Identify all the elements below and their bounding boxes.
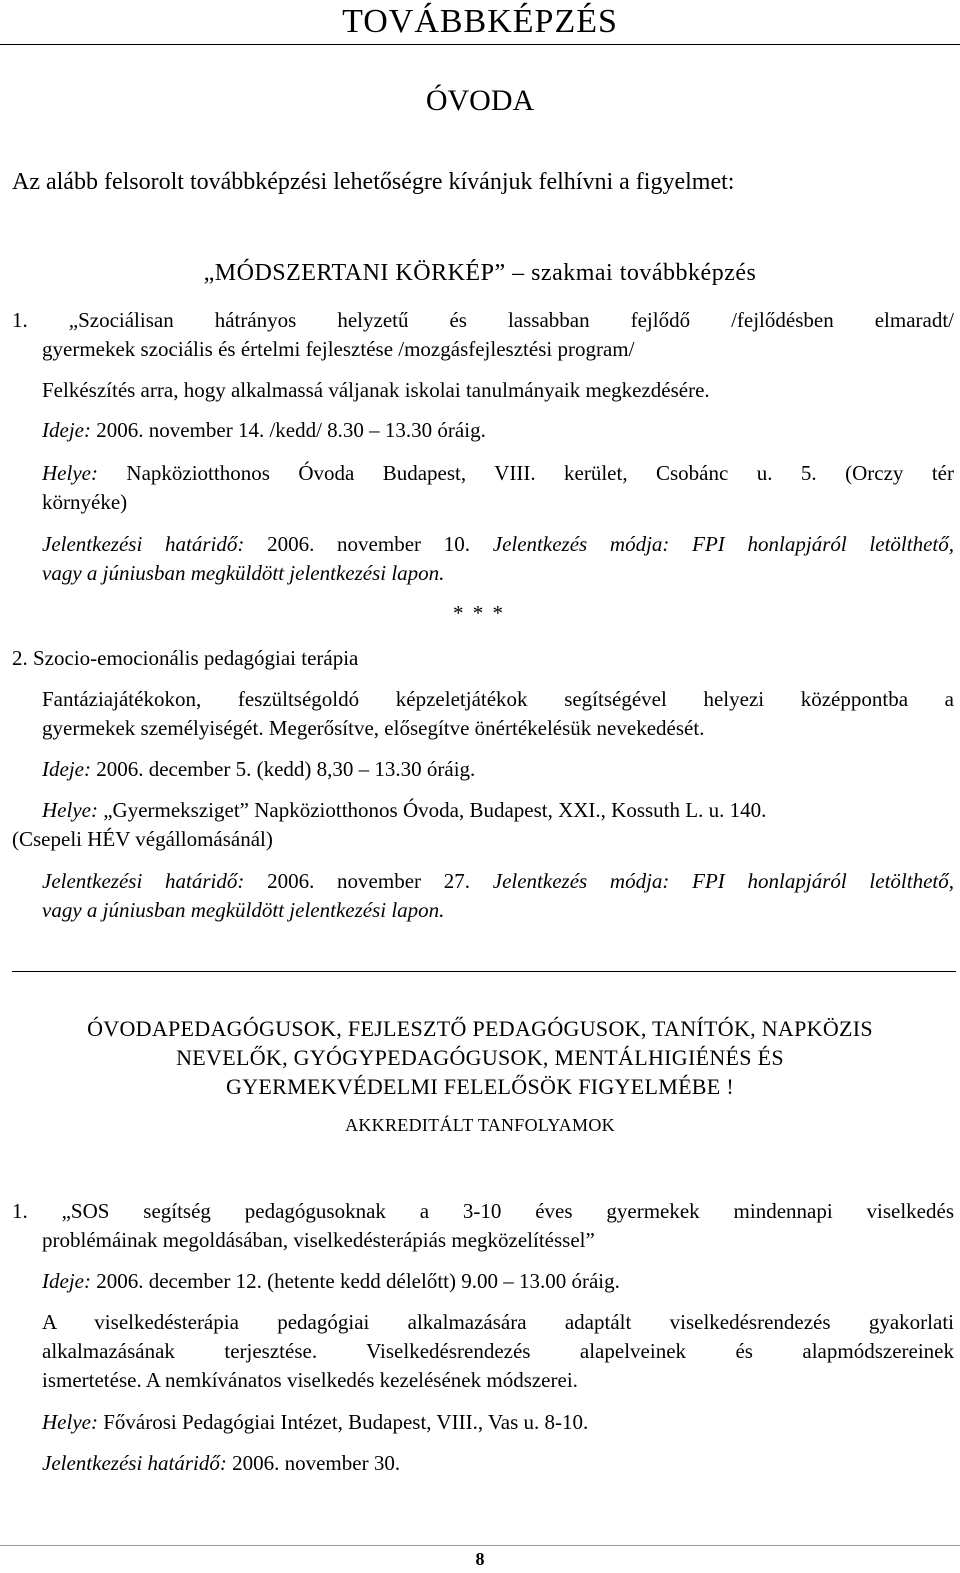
course1-deadline [42,1450,400,1476]
page-title: TOVÁBBKÉPZÉS [342,3,618,40]
item2-date [42,756,475,782]
item1-title-line2: gyermekek szociális és értelmi fejlesztése /mozgásfejlesztési program/ [42,337,635,361]
deadline-value: 2006. november 27. [244,869,471,893]
item1-description: Felkészítés arra, hogy alkalmassá váljanak iskolai tanulmányaik megkezdésére. [42,378,710,402]
item1-place-line2: környéke) [42,490,128,514]
audience-heading-line1: ÓVODAPEDAGÓGUSOK, FEJLESZTŐ PEDAGÓGUSOK, TANÍTÓK, NAPKÖZIS [87,1016,873,1041]
program-heading: „MÓDSZERTANI KÖRKÉP” – szakmai továbbképzés [203,260,757,286]
course1-place [42,1409,588,1435]
footer-rule [0,1545,960,1546]
item1-place-line1 [42,460,954,486]
place-value: Fővárosi Pedagógiai Intézet, Budapest, VIII., Vas u. 8-10. [97,1410,589,1434]
item2-title: 2. Szocio-emocionális pedagógiai terápia [12,646,359,670]
place-value: Napköziotthonos Óvoda Budapest, VIII. kerület, Csobánc u. 5. (Orczy tér [97,461,954,485]
separator-asterisks: * * * [453,601,505,625]
item2-deadline-line [42,868,954,894]
accredited-heading: AKKREDITÁLT TANFOLYAMOK [345,1115,615,1135]
deadline-value: 2006. november 30. [226,1451,401,1475]
date-value: 2006. december 12. (hetente kedd délelőtt) 9.00 – 13.00 óráig. [90,1269,620,1293]
deadline-value: 2006. november 10. [244,532,471,556]
course1-desc-line3: ismertetése. A nemkívánatos viselkedés kezelésének módszerei. [42,1368,578,1392]
item2-desc-line2: gyermekek személyiségét. Megerősítve, elősegítve önértékelésük nevekedését. [42,716,705,740]
date-value: 2006. november 14. /kedd/ 8.30 – 13.30 óráig. [90,418,486,442]
course1-title-line2: problémáinak megoldásában, viselkedésterápiás megközelítéssel” [42,1228,595,1252]
intro-text: Az alább felsorolt továbbképzési lehetőségre kívánjuk felhívni a figyelmet: [12,169,735,195]
deadline-label: Jelentkezési határidő: [42,869,245,893]
place-label: Helye: [42,798,98,822]
item2-place-line1 [42,797,766,823]
item2-place-line2: (Csepeli HÉV végállomásánál) [12,827,273,851]
place-label: Helye: [42,1410,98,1434]
course1-desc-line1: A viselkedésterápia pedagógiai alkalmazására adaptált viselkedésrendezés gyakorlati [42,1310,954,1334]
deadline-label: Jelentkezési határidő: [42,1451,227,1475]
date-label: Ideje: [42,757,91,781]
item1-title-line1: 1. „Szociálisan hátrányos helyzetű és lassabban fejlődő /fejlődésben elmaradt/ [12,308,954,332]
date-label: Ideje: [42,1269,91,1293]
date-label: Ideje: [42,418,91,442]
deadline-label: Jelentkezési határidő: [42,532,245,556]
item1-deadline-line [42,531,954,557]
course1-desc-line2: alkalmazásának terjesztése. Viselkedésrendezés alapelveinek és alapmódszereinek [42,1339,954,1363]
course1-title-line1: 1. „SOS segítség pedagógusoknak a 3-10 éves gyermekek mindennapi viselkedés [12,1199,954,1223]
item2-method-line2: vagy a júniusban megküldött jelentkezési lapon. [42,898,445,922]
course1-date [42,1268,620,1294]
date-value: 2006. december 5. (kedd) 8,30 – 13.30 óráig. [90,757,476,781]
section-title: ÓVODA [425,84,535,117]
audience-heading-line3: GYERMEKVÉDELMI FELELŐSÖK FIGYELMÉBE ! [226,1074,734,1099]
item1-method-line2: vagy a júniusban megküldött jelentkezési lapon. [42,561,445,585]
method-text: Jelentkezés módja: FPI honlapjáról letölthető, [470,532,954,556]
method-text: Jelentkezés módja: FPI honlapjáról letölthető, [470,869,954,893]
page-number: 8 [475,1549,485,1569]
place-value: „Gyermeksziget” Napköziotthonos Óvoda, Budapest, XXI., Kossuth L. u. 140. [97,798,767,822]
item1-date [42,417,486,443]
place-label: Helye: [42,461,98,485]
audience-heading-line2: NEVELŐK, GYÓGYPEDAGÓGUSOK, MENTÁLHIGIÉNÉS ÉS [176,1045,784,1070]
item2-desc-line1: Fantáziajátékokon, feszültségoldó képzeletjátékok segítségével helyezi középpontba a [42,687,954,711]
section-divider [12,971,956,972]
top-rule [0,44,960,45]
